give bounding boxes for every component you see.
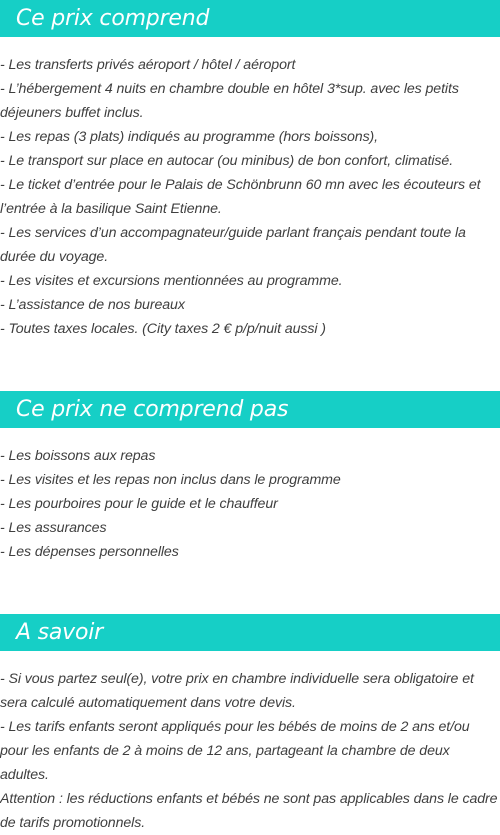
- list-item: - Les repas (3 plats) indiqués au programme (hors boissons),: [0, 129, 379, 145]
- list-item: - L’hébergement 4 nuits en chambre double en hôtel 3*sup. avec les petits déjeuners buffet inclus.: [0, 81, 459, 121]
- list-item: - Les tarifs enfants seront appliqués pour les bébés de moins de 2 ans et/ou pour les enfants de 2 à moins de 12 ans, partageant la chambre de deux adultes.: [0, 719, 470, 783]
- list-item: - Les boissons aux repas: [0, 448, 156, 464]
- section-header-included: [0, 0, 500, 37]
- list-item: - L’assistance de nos bureaux: [0, 297, 185, 313]
- list-item: - Les services d’un accompagnateur/guide parlant français pendant toute la durée du voyage.: [0, 225, 466, 265]
- section-title-included: Ce prix comprend: [16, 6, 210, 31]
- list-item: - Les dépenses personnelles: [0, 544, 179, 560]
- list-item: - Les assurances: [0, 520, 107, 536]
- list-item: - Toutes taxes locales. (City taxes 2 € p/p/nuit aussi ): [0, 321, 326, 337]
- list-item: - Les pourboires pour le guide et le chauffeur: [0, 496, 278, 512]
- list-item: - Si vous partez seul(e), votre prix en chambre individuelle sera obligatoire et sera calculé automatiquement dans votre devis.: [0, 671, 474, 711]
- section-title-not-included: Ce prix ne comprend pas: [16, 397, 289, 422]
- not-included-list: [0, 444, 500, 564]
- list-item: Attention : les réductions enfants et bébés ne sont pas applicables dans le cadre de tarifs promotionnels.: [0, 791, 498, 831]
- section-header-not-included: [0, 391, 500, 428]
- good-to-know-list: [0, 667, 500, 835]
- list-item: - Les visites et les repas non inclus dans le programme: [0, 472, 341, 488]
- list-item: - Le ticket d’entrée pour le Palais de Schönbrunn 60 mn avec les écouteurs et l’entrée à la basilique Saint Etienne.: [0, 177, 481, 217]
- section-header-good-to-know: [0, 614, 500, 651]
- included-list: [0, 53, 500, 341]
- section-title-good-to-know: A savoir: [16, 620, 104, 645]
- list-item: - Les visites et excursions mentionnées au programme.: [0, 273, 343, 289]
- list-item: - Le transport sur place en autocar (ou minibus) de bon confort, climatisé.: [0, 153, 454, 169]
- list-item: - Les transferts privés aéroport / hôtel / aéroport: [0, 57, 296, 73]
